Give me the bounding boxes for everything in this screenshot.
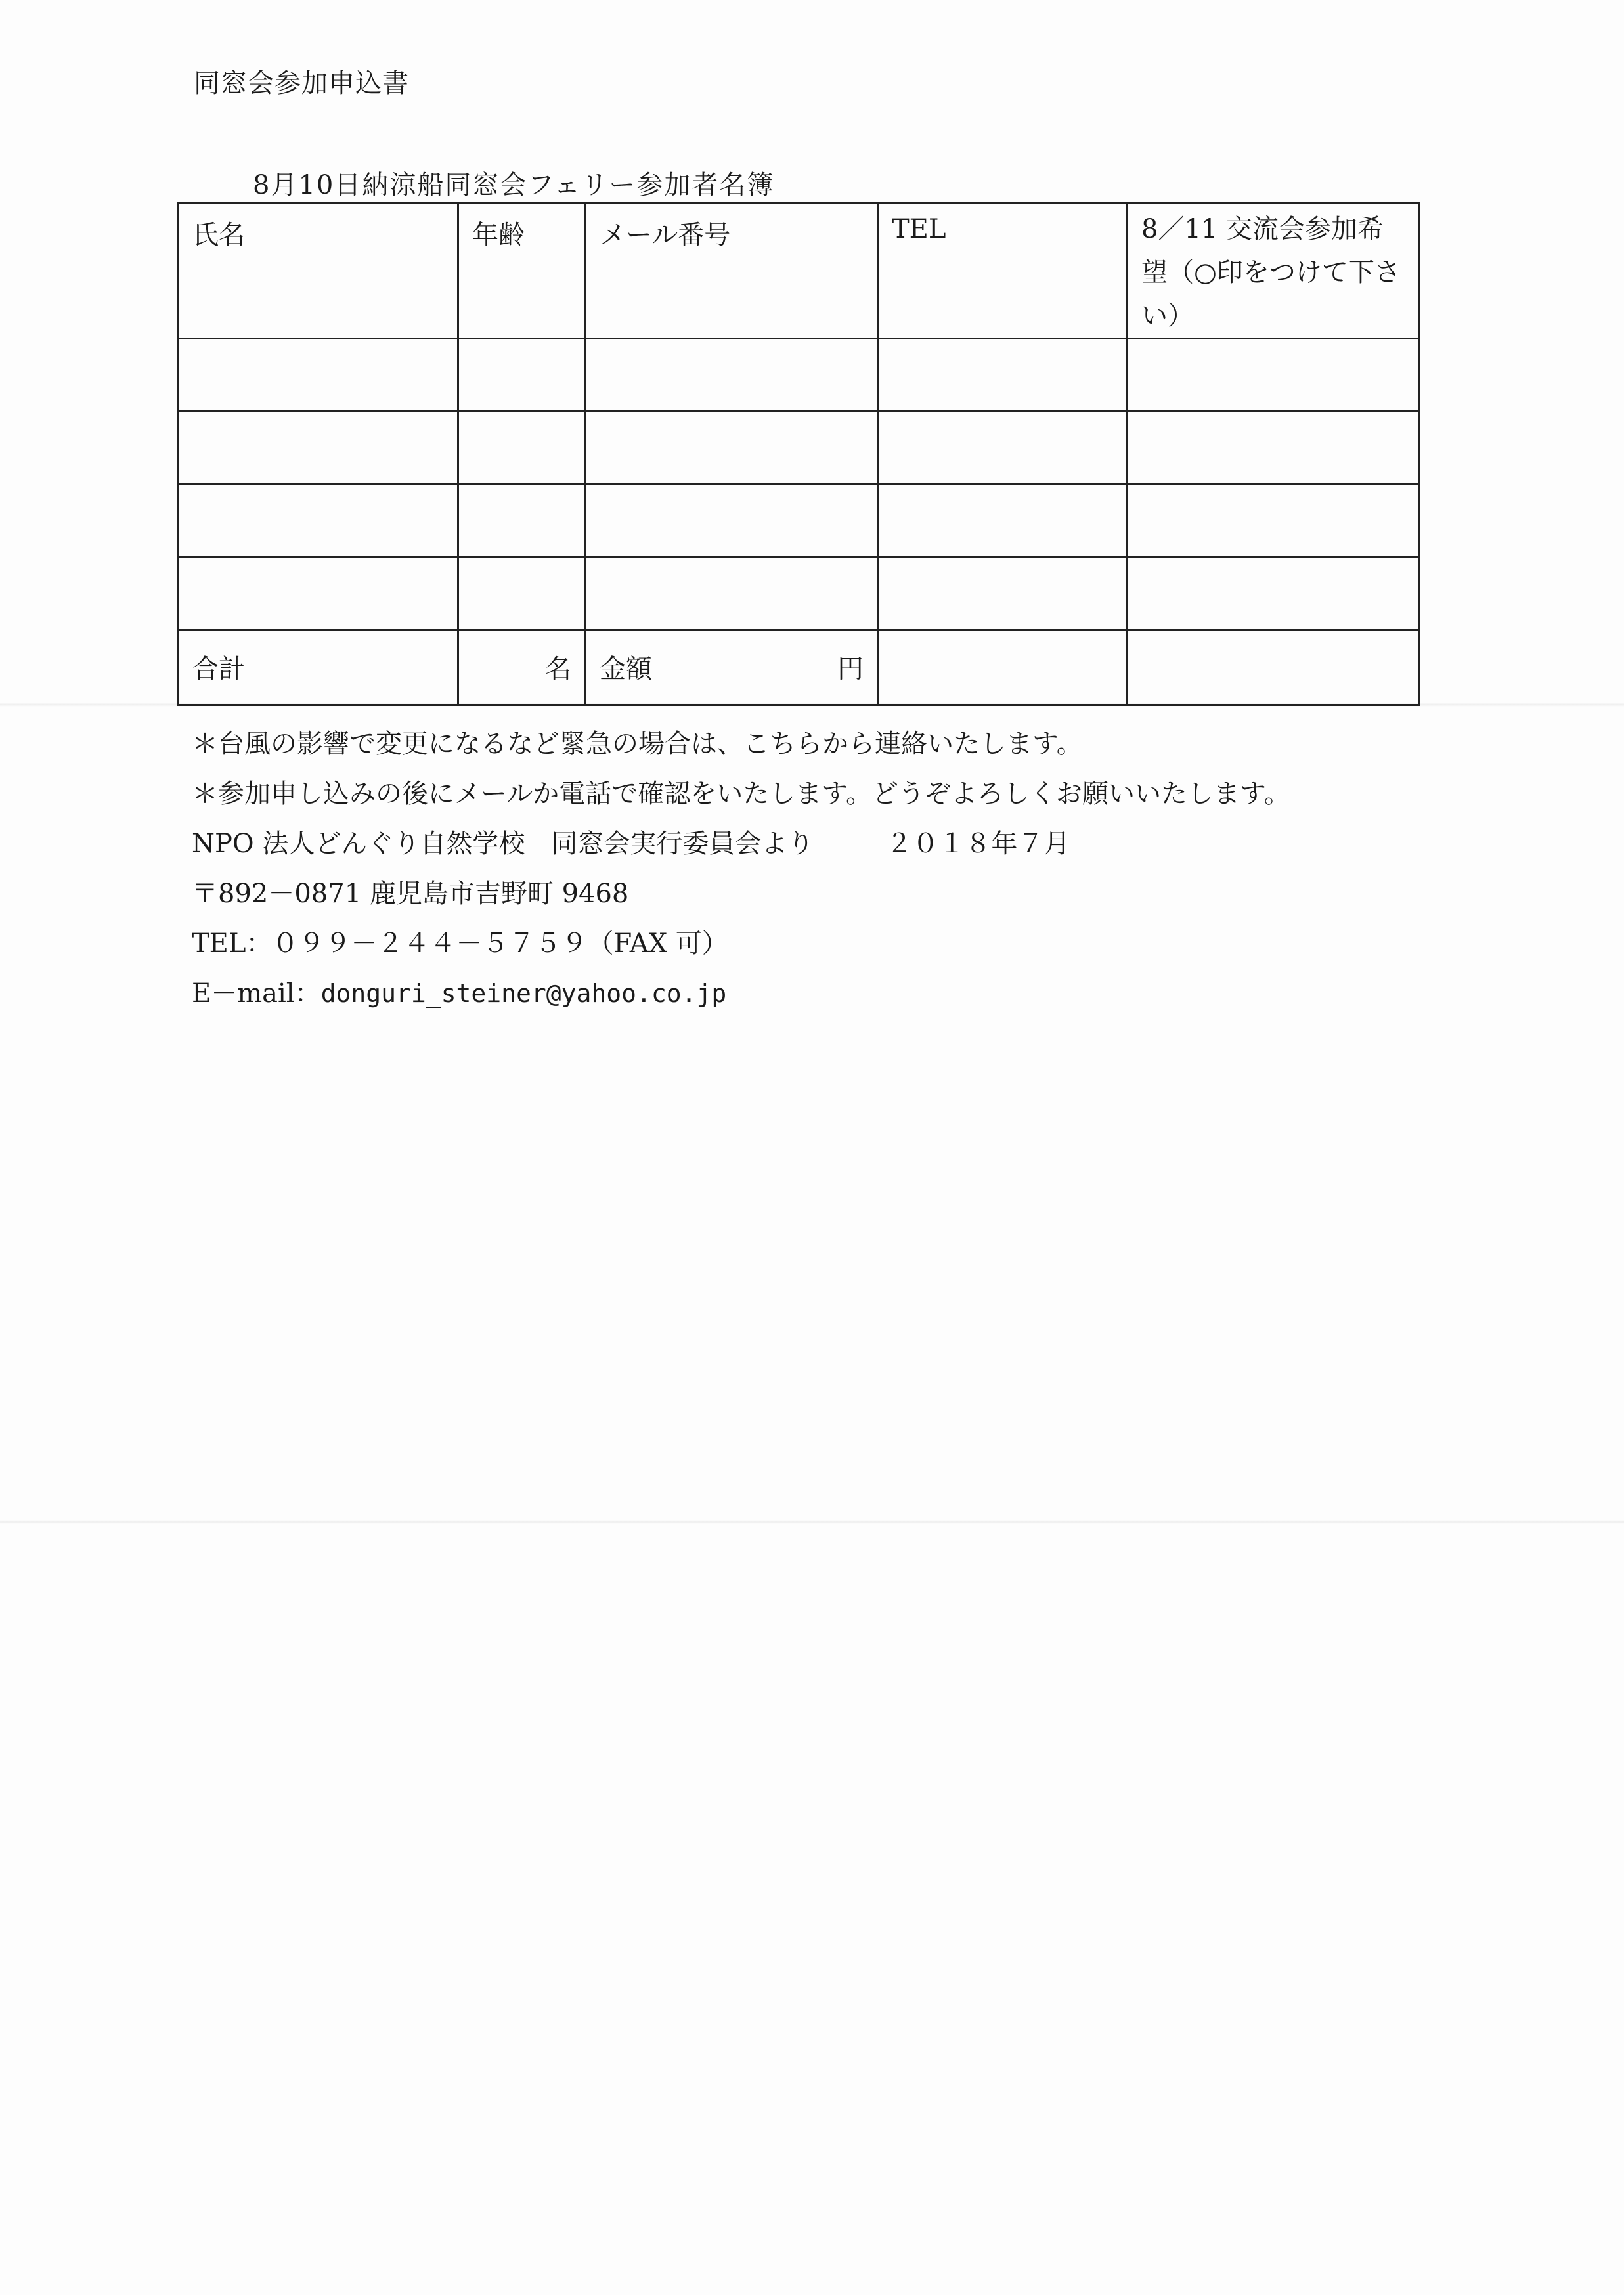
notes-section xyxy=(192,719,1290,1018)
cell-email[interactable] xyxy=(586,485,878,557)
table-row xyxy=(179,339,1420,412)
cell-name[interactable] xyxy=(179,557,458,630)
cell-tel[interactable] xyxy=(878,485,1128,557)
currency-unit: 円 xyxy=(837,654,864,684)
header-exchange: 8／11 交流会参加希望（○印をつけて下さい） xyxy=(1128,203,1420,339)
table-row xyxy=(179,557,1420,630)
header-age: 年齢 xyxy=(458,203,586,339)
table-row xyxy=(179,412,1420,485)
cell-exchange[interactable] xyxy=(1128,485,1420,557)
paper-fold xyxy=(0,1520,1624,1524)
postal-address: 〒892－0871 鹿児島市吉野町 9468 xyxy=(192,879,629,909)
cell-tel[interactable] xyxy=(878,557,1128,630)
cell-email[interactable] xyxy=(586,412,878,485)
count-unit: 名 xyxy=(458,630,586,705)
cell-email[interactable] xyxy=(586,339,878,412)
email-label: E－mail： xyxy=(192,978,321,1009)
amount-cell xyxy=(586,630,878,705)
cell-age[interactable] xyxy=(458,412,586,485)
contact-email-line xyxy=(192,969,1290,1018)
total-label: 合計 xyxy=(179,630,458,705)
participant-table xyxy=(177,202,1420,706)
organizer-name: NPO 法人どんぐり自然学校 同窓会実行委員会より xyxy=(192,829,814,859)
cell-exchange[interactable] xyxy=(1128,412,1420,485)
table-total-row xyxy=(179,630,1420,705)
issue-date: ２０１８年７月 xyxy=(886,829,1070,859)
cell-name[interactable] xyxy=(179,485,458,557)
note-confirmation: ＊参加申し込みの後にメールか電話で確認をいたします。どうぞよろしくお願いいたします。 xyxy=(192,779,1290,809)
cell-tel[interactable] xyxy=(878,339,1128,412)
cell-email[interactable] xyxy=(586,557,878,630)
cell-tel[interactable] xyxy=(878,412,1128,485)
cell-age[interactable] xyxy=(458,485,586,557)
contact-tel: TEL：０９９－２４４－５７５９（FAX 可） xyxy=(192,929,728,959)
header-tel: TEL xyxy=(878,203,1128,339)
table-header-row xyxy=(179,203,1420,339)
total-exchange-cell xyxy=(1128,630,1420,705)
amount-label: 金額 xyxy=(600,654,652,684)
cell-age[interactable] xyxy=(458,339,586,412)
document-title: 同窓会参加申込書 xyxy=(194,68,409,98)
table-row xyxy=(179,485,1420,557)
header-email: メール番号 xyxy=(586,203,878,339)
total-tel-cell xyxy=(878,630,1128,705)
cell-exchange[interactable] xyxy=(1128,339,1420,412)
cell-name[interactable] xyxy=(179,412,458,485)
table-title: 8月10日納涼船同窓会フェリー参加者名簿 xyxy=(253,170,775,200)
header-name: 氏名 xyxy=(179,203,458,339)
note-typhoon: ＊台風の影響で変更になるなど緊急の場合は、こちらから連絡いたします。 xyxy=(192,729,1083,759)
contact-email[interactable]: donguri_steiner@yahoo.co.jp xyxy=(320,979,727,1008)
cell-name[interactable] xyxy=(179,339,458,412)
cell-age[interactable] xyxy=(458,557,586,630)
organizer-line xyxy=(192,819,1290,869)
cell-exchange[interactable] xyxy=(1128,557,1420,630)
